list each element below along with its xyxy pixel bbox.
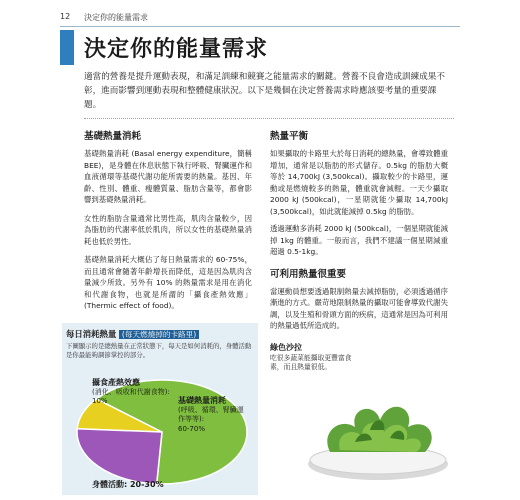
salad-photo xyxy=(300,372,450,484)
pie-label-tef-title: 攝食產熱效應 xyxy=(92,378,140,387)
paragraph: 透過運動多消耗 2000 kJ (500kcal)，一個星期就能減掉 1kg 的體重。一般而言，我們不建議一個星期減重超過 0.5-1kg。 xyxy=(270,224,448,256)
box-heading xyxy=(66,328,199,340)
pie-label-bee-title: 基礎熱量消耗 xyxy=(178,396,226,405)
pie-label-bee xyxy=(178,396,248,434)
intro-paragraph: 適當的營養是提升運動表現，和滿足訓練和競賽之能量需求的關鍵。營養不良會造成訓練成果不彰，進而影響到運動表現和整體健康狀況。以下是幾個在決定營養需求時應該要考量的重要課題。 xyxy=(84,72,445,110)
pie-label-tef-desc: (消化、吸收和代謝食物): xyxy=(92,387,170,396)
page-header-bar xyxy=(60,10,460,27)
box-title-tag: (每天燃燒掉的卡路里) xyxy=(119,330,199,339)
section-divider xyxy=(84,118,454,119)
pie-label-bee-desc: (呼吸、循環、腎臟運作等等): xyxy=(178,405,244,423)
section-heading-available-energy: 可利用熱量很重要 xyxy=(270,268,347,280)
paragraph: 基礎熱量消耗大概佔了每日熱量需求的 60-75%，而且通常會隨著年齡增長而降低，這是因為肌肉含量減少所致。另外有 10% 的熱量需求是用在消化和代謝食物，也就是所謂的「攝食產熱效應」(Thermic effect of food)。 xyxy=(84,255,252,310)
running-title: 決定你的能量需求 xyxy=(84,13,148,22)
pie-label-activity xyxy=(92,480,164,490)
pie-label-activity-title: 身體活動: 20-30% xyxy=(92,480,164,489)
pie-label-bee-value: 60-70% xyxy=(178,424,205,433)
right-column xyxy=(270,128,448,338)
paragraph: 基礎熱量消耗 (Basal energy expenditure，簡稱BEE)，是身體在休息狀態下執行呼吸、腎臟運作和血液循環等基礎代謝功能所需要的熱量。基因、年齡、性別、體重、瘦體質量、脂肪含量等，都會影響到基礎熱量消耗。 xyxy=(84,149,252,204)
paragraph: 女性的脂肪含量通常比男性高，肌肉含量較少，因為脂肪的代謝率低於肌肉，所以女性的基礎熱量消耗也低於男性。 xyxy=(84,213,252,246)
photo-title: 綠色沙拉 xyxy=(270,343,302,352)
section-heading-bee: 基礎熱量消耗 xyxy=(84,131,142,142)
page-number: 12 xyxy=(60,12,71,21)
pie-label-tef xyxy=(92,378,170,407)
page-title: 決定你的能量需求 xyxy=(84,37,269,62)
pie-slice-2 xyxy=(77,429,162,484)
photo-caption: 吃很多蔬菜能攝取更豐富食素，而且熱量很低。 xyxy=(270,354,352,371)
left-column xyxy=(84,128,252,319)
pie-label-tef-value: 10% xyxy=(92,397,108,405)
paragraph: 當運動員想要透過限制熱量去減掉脂肪，必須透過循序漸進的方式。嚴苛地限制熱量的攝取可能會導致代謝失調，以及生殖和骨頭方面的疾病，這通常是因為可利用的熱量過低所造成的。 xyxy=(270,286,448,330)
section-heading-energy-balance: 熱量平衡 xyxy=(270,131,309,142)
box-description: 下圖顯示的是總熱量在正常狀態下，每天是如何消耗的，身體活動是你最能夠調節掌控的部分。 xyxy=(66,342,252,359)
title-accent-block xyxy=(60,30,74,65)
box-title: 每日消耗熱量 xyxy=(66,329,117,339)
paragraph: 如果攝取的卡路里大於每日消耗的總熱量，會導致體重增加，通常是以脂肪的形式儲存。0.5kg 的脂肪大概等於 14,700kJ (3,500kcal)。攝取較少的卡路里，運動或是燃燒較多的熱量，體重就會減輕。一天少攝取 2000 kJ (500kcal)，一星期就能少攝取 14,700kJ (3,500kcal)，如此就能減掉 0.5kg 的脂肪。 xyxy=(270,149,448,216)
